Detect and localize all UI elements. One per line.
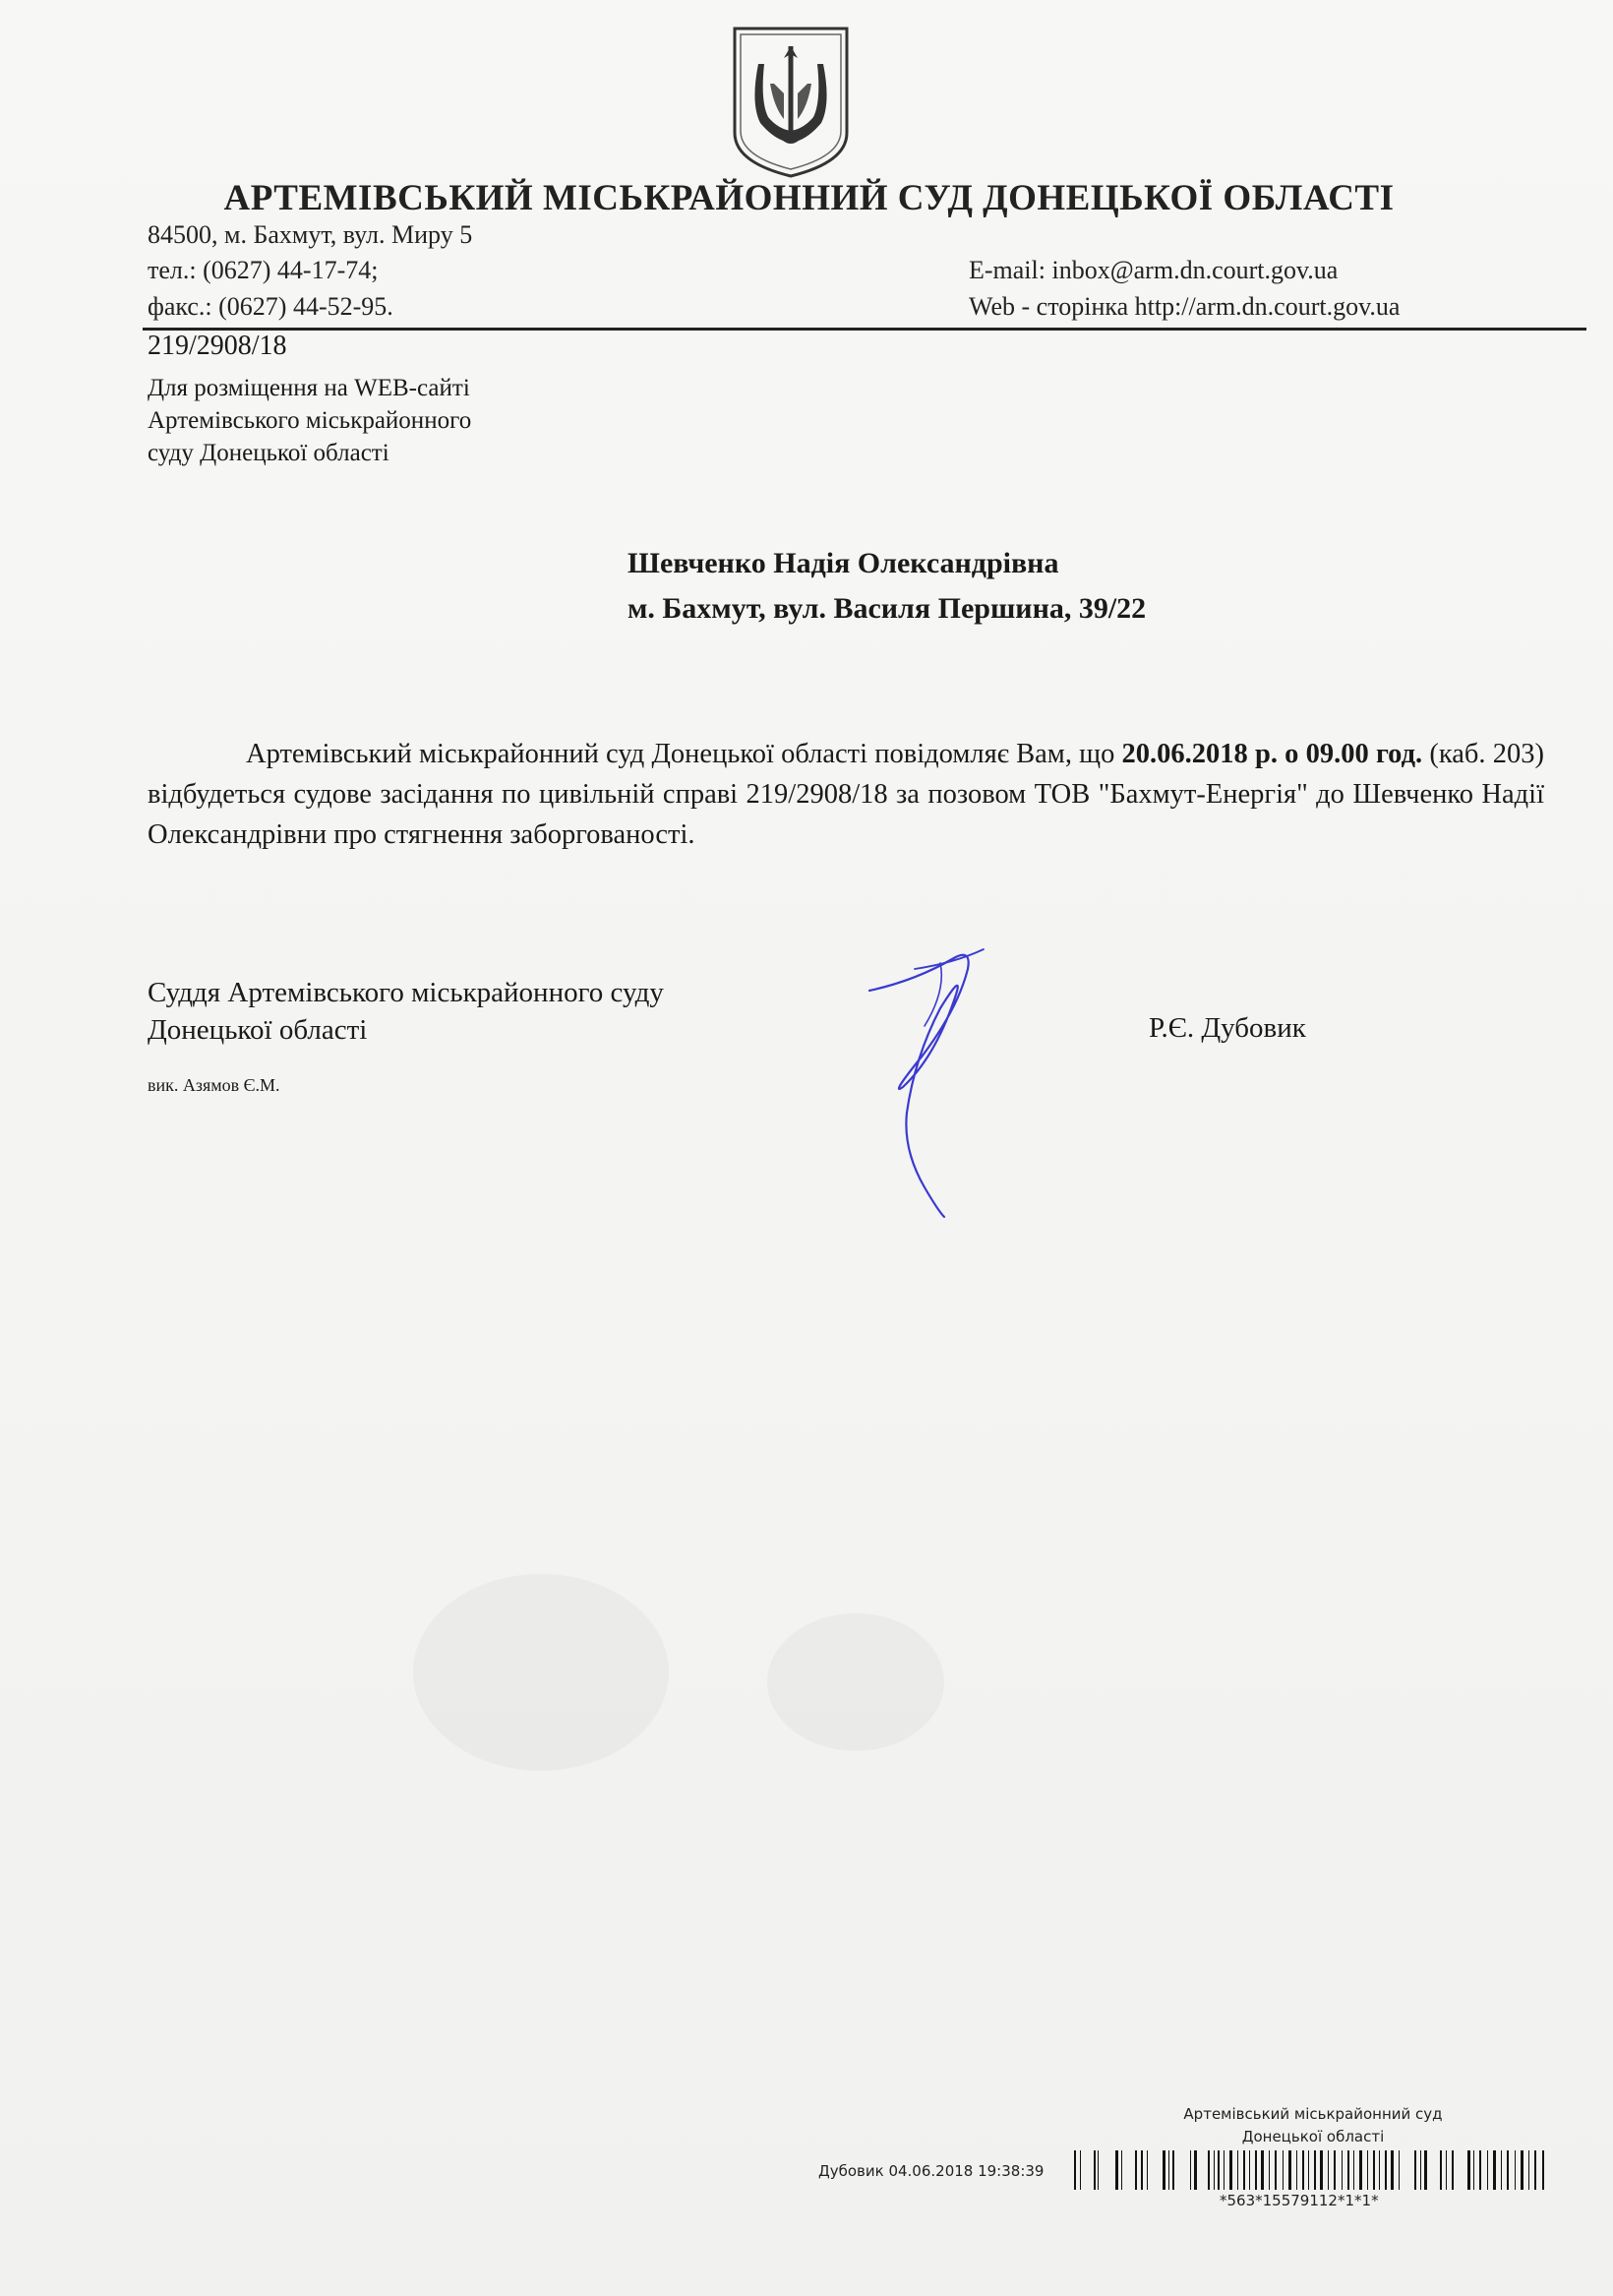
placement-note-line: суду Донецької області	[148, 440, 389, 466]
executor-note: вик. Азямов Є.М.	[148, 1075, 280, 1095]
court-website: Web - сторінка http://arm.dn.court.gov.ua	[969, 292, 1401, 321]
paper-blot	[767, 1613, 944, 1751]
recipient-name: Шевченко Надія Олександрівна	[627, 547, 1059, 579]
barcode	[1074, 2150, 1546, 2190]
court-fax: факс.: (0627) 44-52-95.	[148, 292, 393, 321]
registration-stamp: Дубовик 04.06.2018 19:38:39	[818, 2162, 1045, 2180]
hearing-date-time: 20.06.2018 р. о 09.00 год.	[1121, 739, 1423, 769]
placement-note-line: Для розміщення на WEB-сайті	[148, 375, 470, 401]
court-address: 84500, м. Бахмут, вул. Миру 5	[148, 220, 473, 249]
judge-title	[148, 974, 664, 1049]
header-divider	[143, 328, 1586, 331]
court-email: E-mail: inbox@arm.dn.court.gov.ua	[969, 256, 1339, 284]
notice-part1: Артемівський міськрайонний суд Донецької області повідомляє Вам, що	[246, 739, 1122, 769]
case-number: 219/2908/18	[148, 331, 287, 361]
trident-crest-icon	[731, 25, 851, 180]
notice-text	[148, 734, 1544, 855]
court-title: АРТЕМІВСЬКИЙ МІСЬКРАЙОННИЙ СУД ДОНЕЦЬКОЇ ОБЛАСТІ	[223, 178, 1395, 218]
registration-court-line: Артемівський міськрайонний суд	[1183, 2105, 1443, 2123]
recipient-block	[627, 541, 1146, 632]
paper-blot	[413, 1574, 669, 1771]
notice-part2: (каб. 203) відбудеться судове засідання по цивільній справі 219/2908/18 за позовом ТОВ "Бахмут-Енергія" до Шевченко Надії Олександрівни про стягнення заборгованості.	[148, 739, 1544, 850]
barcode-text: *563*15579112*1*1*	[1220, 2192, 1379, 2209]
placement-note	[148, 372, 471, 469]
judge-title-line: Донецької області	[148, 1014, 368, 1046]
judge-name: Р.Є. Дубовик	[1149, 1012, 1306, 1044]
judge-title-line: Суддя Артемівського міськрайонного суду	[148, 977, 664, 1008]
registration-court-line: Донецької області	[1241, 2128, 1385, 2145]
recipient-address: м. Бахмут, вул. Василя Першина, 39/22	[627, 592, 1147, 625]
court-phone: тел.: (0627) 44-17-74;	[148, 256, 379, 284]
placement-note-line: Артемівського міськрайонного	[148, 407, 472, 434]
handwritten-signature	[856, 939, 1013, 1225]
